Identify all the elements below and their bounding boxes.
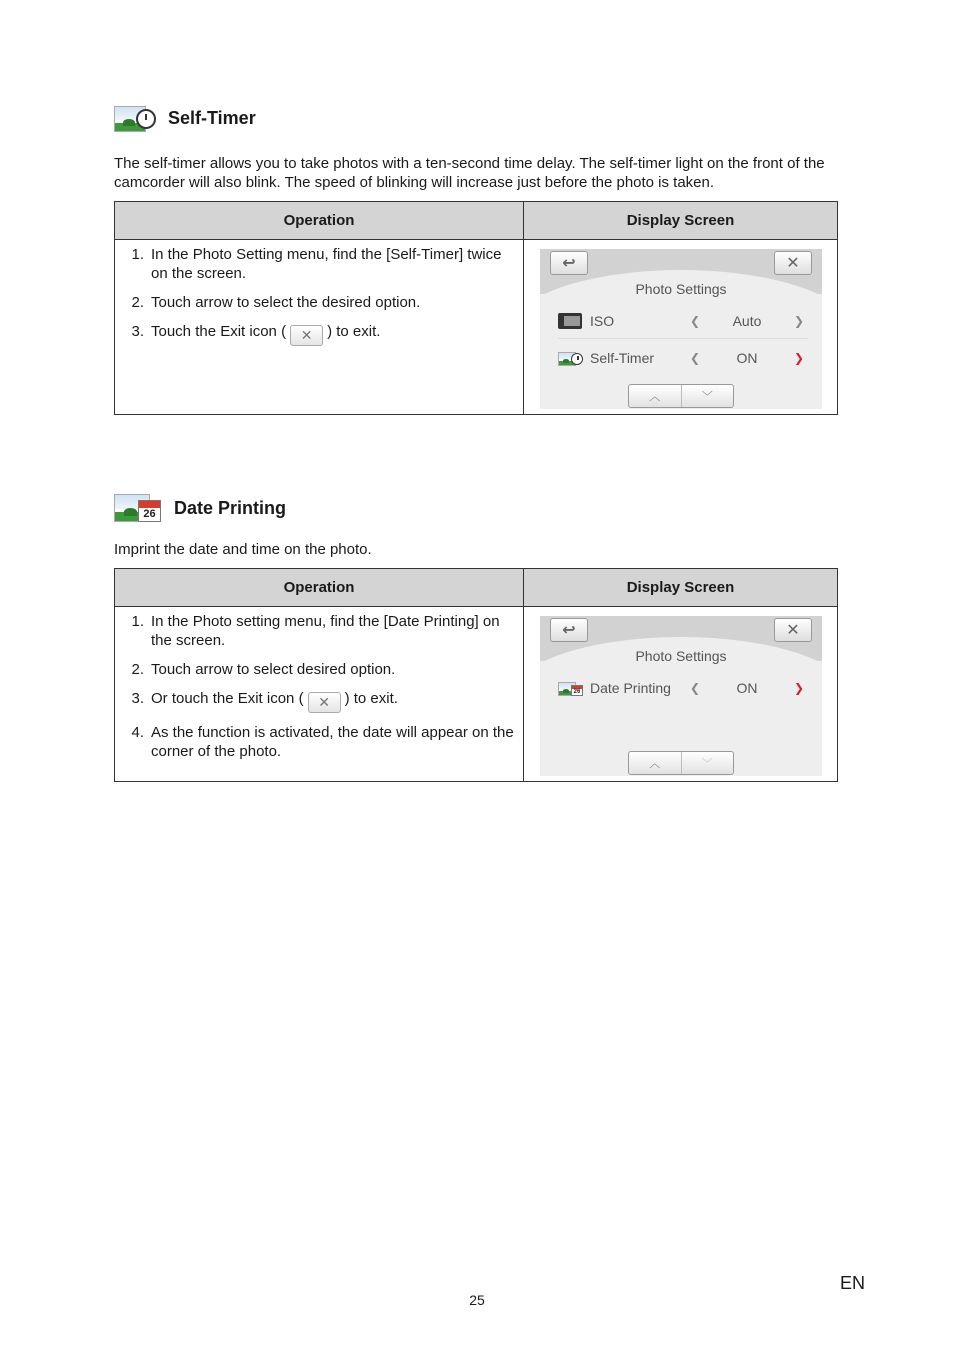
right-arrow-icon[interactable]: ❯ bbox=[794, 351, 805, 365]
date-printing-table bbox=[114, 568, 838, 782]
step-item: 1. In the Photo Setting menu, find the [Self-Timer] twice on the screen. bbox=[131, 246, 502, 282]
operation-header: Operation bbox=[115, 569, 524, 607]
display-screen-header: Display Screen bbox=[524, 202, 838, 240]
language-label: EN bbox=[840, 1273, 866, 1293]
setting-row-iso[interactable]: ISO ❮ Auto ❯ bbox=[558, 310, 808, 332]
self-timer-icon bbox=[114, 104, 156, 133]
scroll-buttons bbox=[628, 384, 734, 408]
scroll-down-icon[interactable]: ﹀ bbox=[701, 758, 713, 770]
operation-header: Operation bbox=[115, 202, 524, 240]
back-arrow-icon: ↩ bbox=[562, 622, 576, 639]
display-screen-header: Display Screen bbox=[524, 569, 838, 607]
scroll-down-icon[interactable]: ﹀ bbox=[701, 391, 713, 403]
date-printing-icon: 26 bbox=[114, 492, 162, 524]
screen-title: Photo Settings bbox=[635, 648, 727, 664]
step-item: 3. Or touch the Exit icon ( ✕ ) to exit. bbox=[115, 689, 517, 713]
section-title: Date Printing bbox=[174, 497, 287, 518]
setting-row-date-printing[interactable]: 26 Date Printing ❮ ON ❯ bbox=[558, 677, 808, 699]
operation-cell bbox=[115, 607, 524, 782]
close-button[interactable] bbox=[774, 618, 812, 642]
operation-cell bbox=[115, 240, 524, 415]
section-title: Self-Timer bbox=[168, 108, 256, 128]
scroll-buttons bbox=[628, 751, 734, 775]
step-item: 1. In the Photo setting menu, find the [Date Printing] on the screen. bbox=[131, 613, 500, 649]
date-printing-icon: 26 bbox=[558, 679, 584, 697]
scroll-up-icon[interactable]: ︿ bbox=[629, 752, 682, 774]
left-arrow-icon[interactable]: ❮ bbox=[690, 351, 701, 365]
screen-title: Photo Settings bbox=[635, 281, 727, 297]
left-arrow-icon[interactable]: ❮ bbox=[690, 681, 701, 695]
photo-settings-screen bbox=[540, 249, 822, 409]
photo-settings-screen bbox=[540, 616, 822, 776]
exit-icon: ✕ bbox=[290, 325, 323, 346]
back-button[interactable] bbox=[550, 618, 588, 642]
iso-icon bbox=[558, 312, 584, 330]
self-timer-heading bbox=[114, 104, 256, 133]
step-item: 3. Touch the Exit icon ( ✕ ) to exit. bbox=[115, 322, 517, 346]
step-item: 2. Touch arrow to select desired option. bbox=[131, 661, 396, 678]
step-item: 4. As the function is activated, the date will appear on the corner of the photo. bbox=[131, 724, 514, 760]
setting-row-self-timer[interactable]: Self-Timer ❮ ON ❯ bbox=[558, 347, 808, 369]
back-arrow-icon: ↩ bbox=[562, 255, 576, 272]
self-timer-table bbox=[114, 201, 838, 415]
page-number: 25 bbox=[469, 1292, 485, 1308]
scroll-up-icon[interactable]: ︿ bbox=[629, 385, 682, 407]
exit-icon: ✕ bbox=[308, 692, 341, 713]
right-arrow-icon[interactable]: ❯ bbox=[794, 314, 805, 328]
left-arrow-icon[interactable]: ❮ bbox=[690, 314, 701, 328]
self-timer-intro: The self-timer allows you to take photos with a ten-second time delay. The self-timer light on the front of the camcorder will also blink. The speed of blinking will increase just before the photo is taken. bbox=[114, 155, 825, 191]
date-printing-heading bbox=[114, 492, 286, 524]
close-icon: ✕ bbox=[786, 622, 800, 639]
close-button[interactable] bbox=[774, 251, 812, 275]
back-button[interactable] bbox=[550, 251, 588, 275]
right-arrow-icon[interactable]: ❯ bbox=[794, 681, 805, 695]
date-printing-intro: Imprint the date and time on the photo. bbox=[114, 541, 372, 558]
step-item: 2. Touch arrow to select the desired option. bbox=[131, 294, 421, 311]
self-timer-icon bbox=[558, 349, 584, 367]
display-screen-cell bbox=[524, 240, 838, 415]
display-screen-cell bbox=[524, 607, 838, 782]
close-icon: ✕ bbox=[786, 255, 800, 272]
